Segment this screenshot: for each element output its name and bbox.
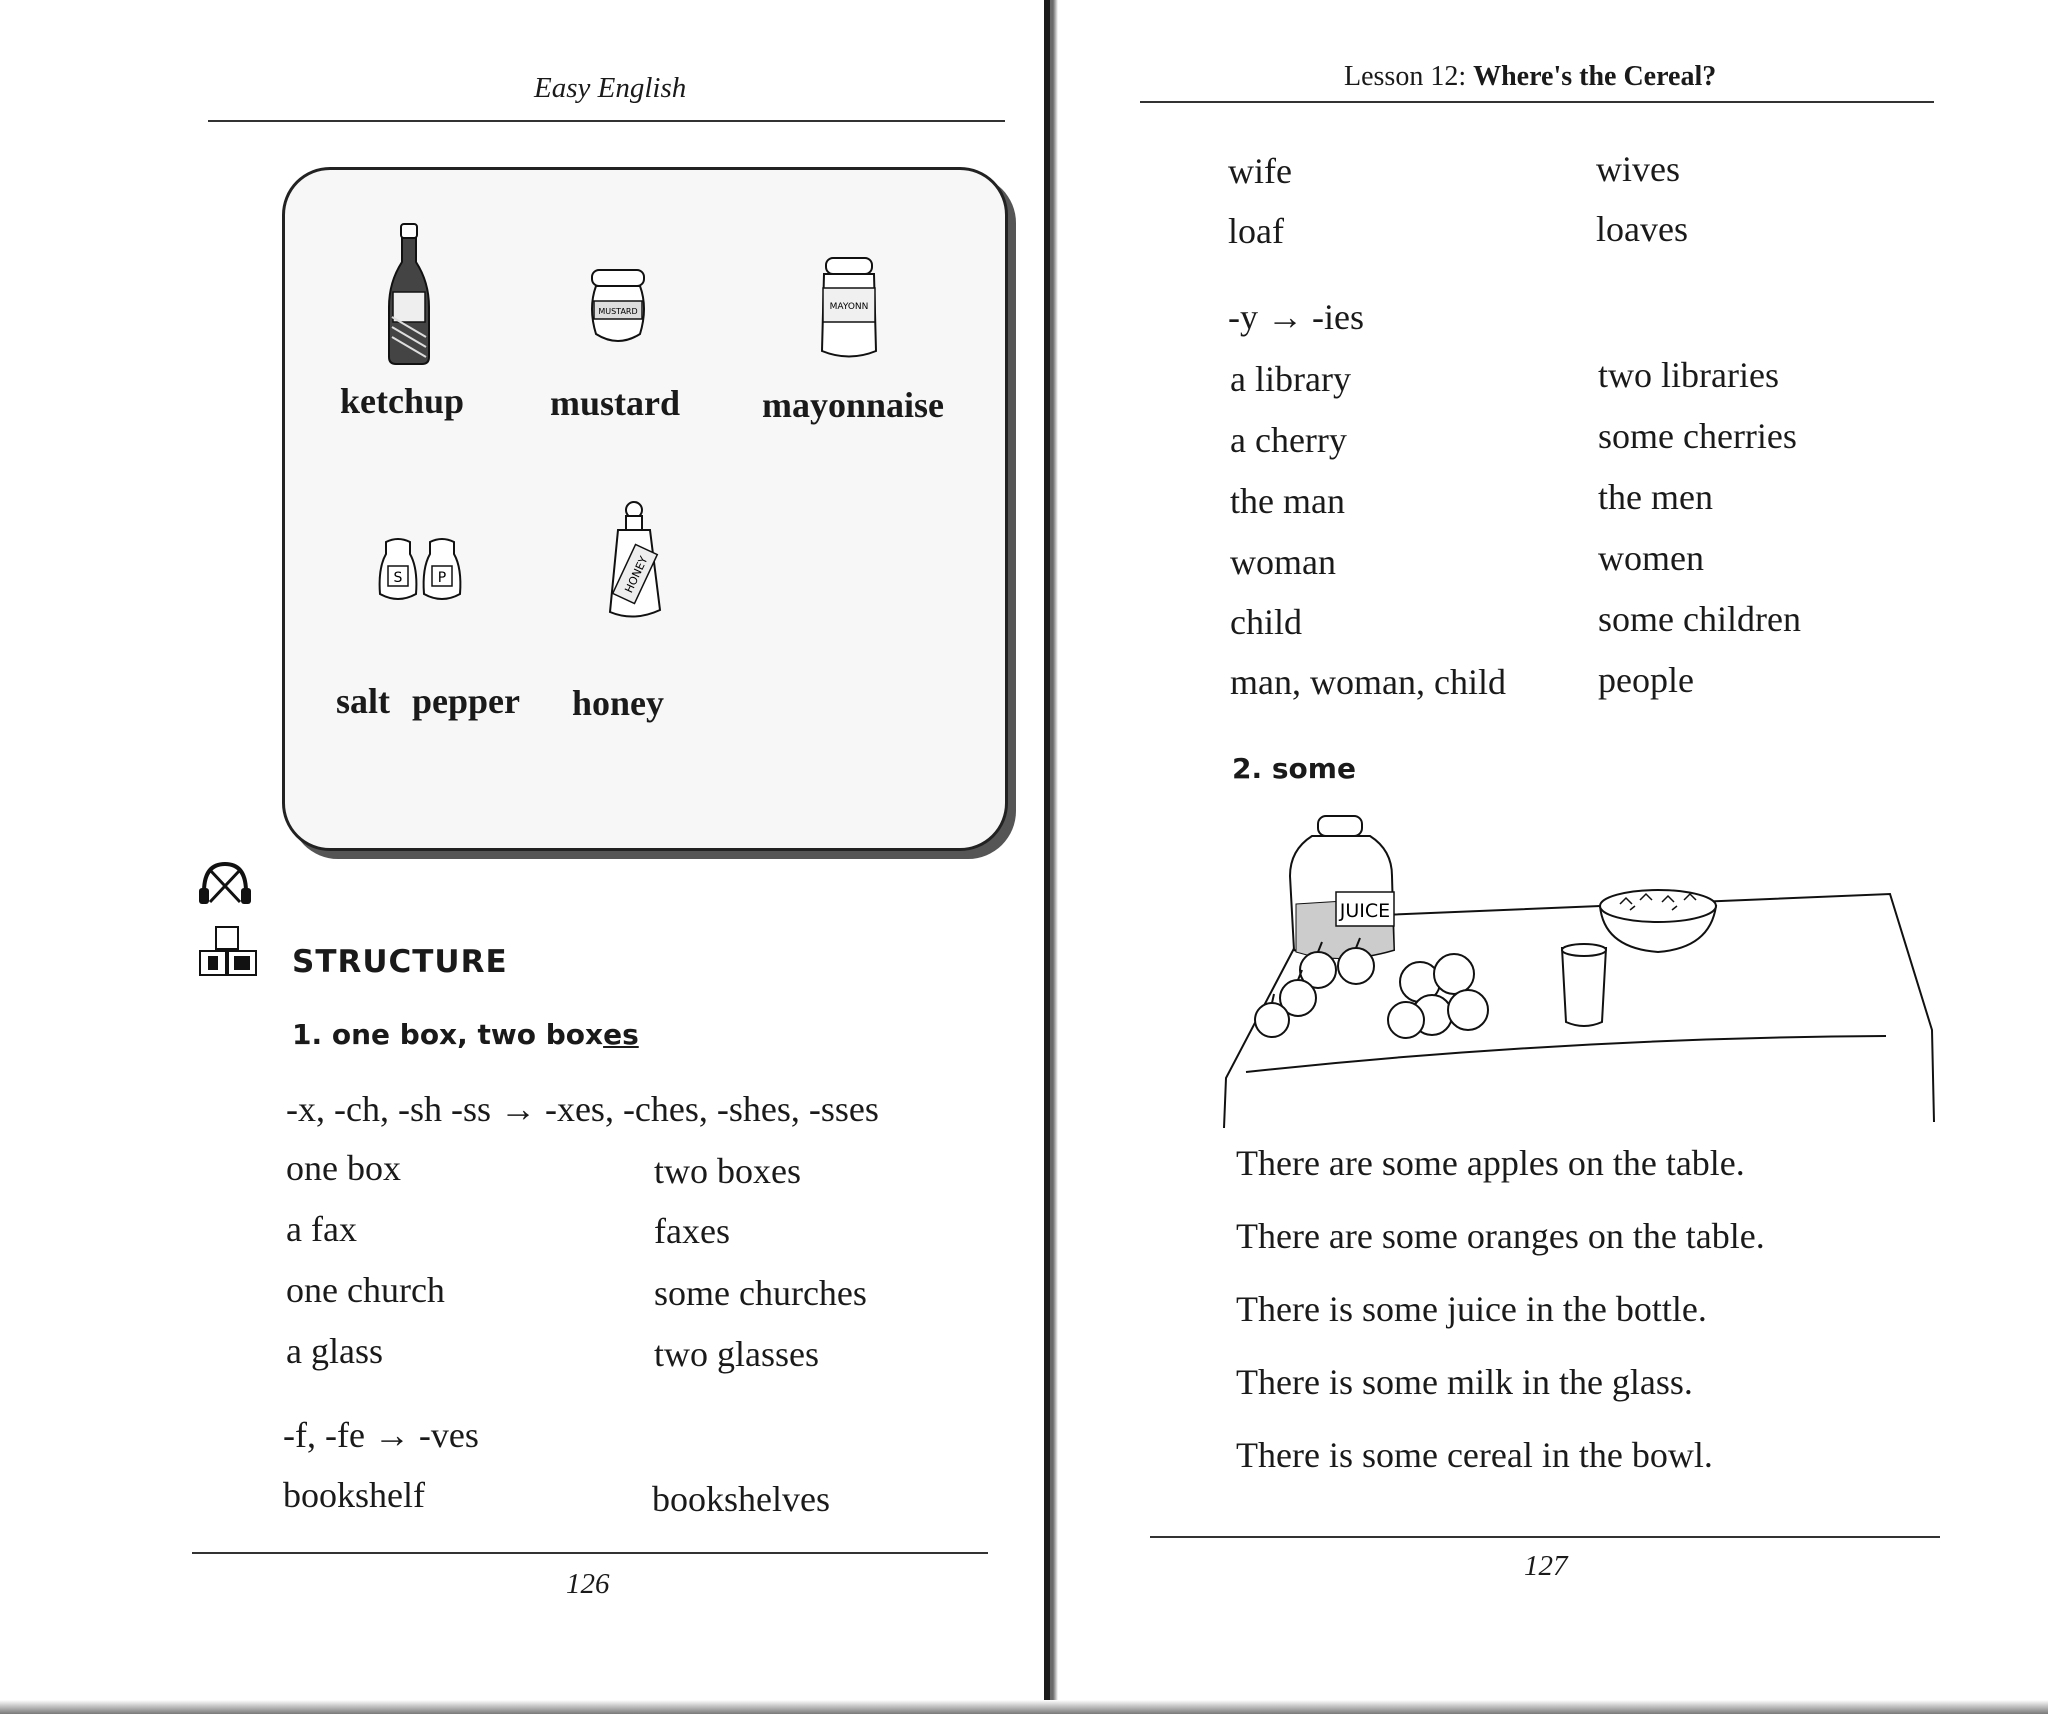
- section-title-structure: STRUCTURE: [292, 944, 508, 980]
- example-sentence: There are some oranges on the table.: [1236, 1216, 1765, 1256]
- honey-bottle-icon: [604, 500, 666, 622]
- plural-word: some cherries: [1598, 416, 1797, 456]
- cereal-bowl-icon: [1600, 890, 1716, 952]
- footer-rule-left: [192, 1552, 988, 1554]
- mustard-jar-icon: [586, 268, 650, 352]
- plural-word: faxes: [654, 1211, 730, 1251]
- label-ketchup: ketchup: [340, 381, 465, 421]
- singular-word: one church: [286, 1270, 445, 1310]
- label-pepper: pepper: [412, 681, 520, 721]
- pepper-shaker-icon: [418, 538, 466, 606]
- singular-word: the man: [1230, 481, 1345, 521]
- book-spine: [1044, 0, 1064, 1714]
- footer-rule-right: [1150, 1536, 1940, 1538]
- lesson-number: Lesson 12:: [1344, 61, 1474, 92]
- building-blocks-icon: [196, 924, 260, 980]
- header-rule-left: [208, 120, 1005, 122]
- plural-word: the men: [1598, 477, 1713, 517]
- mayo-jar-text: MAYONN: [829, 302, 869, 312]
- honey-bottle-text: HONEY: [622, 554, 651, 595]
- header-rule-right: [1140, 101, 1934, 103]
- singular-word: woman: [1230, 542, 1336, 582]
- right-running-header: [1344, 61, 1716, 93]
- plural-word: some children: [1598, 599, 1801, 639]
- subsection-1-prefix: 1. one box, two box: [292, 1018, 604, 1051]
- label-salt: salt: [336, 681, 390, 721]
- singular-word: one box: [286, 1148, 401, 1188]
- example-sentence: There are some apples on the table.: [1236, 1143, 1745, 1183]
- mustard-jar-text: MUSTARD: [598, 307, 638, 316]
- label-mustard: mustard: [550, 383, 681, 423]
- pepper-shaker-text: P: [437, 570, 447, 586]
- singular-word: a fax: [286, 1209, 357, 1249]
- oranges-icon: [1388, 954, 1488, 1038]
- singular-word: a glass: [286, 1331, 383, 1371]
- table-food-illustration: [1210, 810, 1940, 1130]
- subsection-2-title: 2. some: [1232, 752, 1356, 785]
- plural-word: women: [1598, 538, 1704, 578]
- rule-x-ch-sh-ss: -x, -ch, -sh -ss → -xes, -ches, -shes, -sses: [286, 1089, 879, 1129]
- salt-shaker-text: S: [393, 570, 403, 586]
- example-sentence: There is some cereal in the bowl.: [1236, 1435, 1713, 1475]
- singular-word: a library: [1230, 359, 1351, 399]
- singular-word: loaf: [1228, 211, 1284, 251]
- ketchup-bottle-icon: [384, 222, 434, 367]
- plural-word: two boxes: [654, 1151, 801, 1191]
- singular-word: a cherry: [1230, 420, 1347, 460]
- plural-word: wives: [1596, 149, 1680, 189]
- rule-y-ies: -y → -ies: [1228, 297, 1364, 337]
- example-sentence: There is some milk in the glass.: [1236, 1362, 1693, 1402]
- salt-shaker-icon: [374, 538, 422, 606]
- juice-jug-icon: [1290, 816, 1394, 959]
- plural-word: loaves: [1596, 209, 1688, 249]
- singular-word: man, woman, child: [1230, 662, 1506, 702]
- page-number-right: 127: [1524, 1550, 1568, 1582]
- label-mayonnaise: mayonnaise: [762, 385, 945, 425]
- page-number-left: 126: [566, 1568, 610, 1600]
- mayonnaise-jar-icon: [818, 256, 880, 362]
- subsection-1-underlined: es: [603, 1018, 639, 1051]
- left-running-header: Easy English: [534, 72, 687, 104]
- page-bottom-shadow: [0, 1700, 2048, 1714]
- rule-f-fe: -f, -fe → -ves: [283, 1415, 479, 1455]
- singular-word: wife: [1228, 151, 1292, 191]
- plural-word: people: [1598, 660, 1694, 700]
- singular-word: bookshelf: [283, 1475, 425, 1515]
- headphones-icon: [196, 858, 254, 908]
- plural-word: bookshelves: [652, 1479, 830, 1519]
- example-sentence: There is some juice in the bottle.: [1236, 1289, 1707, 1329]
- plural-word: some churches: [654, 1273, 867, 1313]
- singular-word: child: [1230, 602, 1302, 642]
- plural-word: two libraries: [1598, 355, 1779, 395]
- lesson-title: Where's the Cereal?: [1473, 61, 1717, 92]
- juice-label-text: JUICE: [1339, 900, 1391, 922]
- plural-word: two glasses: [654, 1334, 819, 1374]
- subsection-1-title: [292, 1018, 639, 1051]
- label-honey: honey: [572, 683, 665, 723]
- milk-glass-icon: [1562, 944, 1606, 1026]
